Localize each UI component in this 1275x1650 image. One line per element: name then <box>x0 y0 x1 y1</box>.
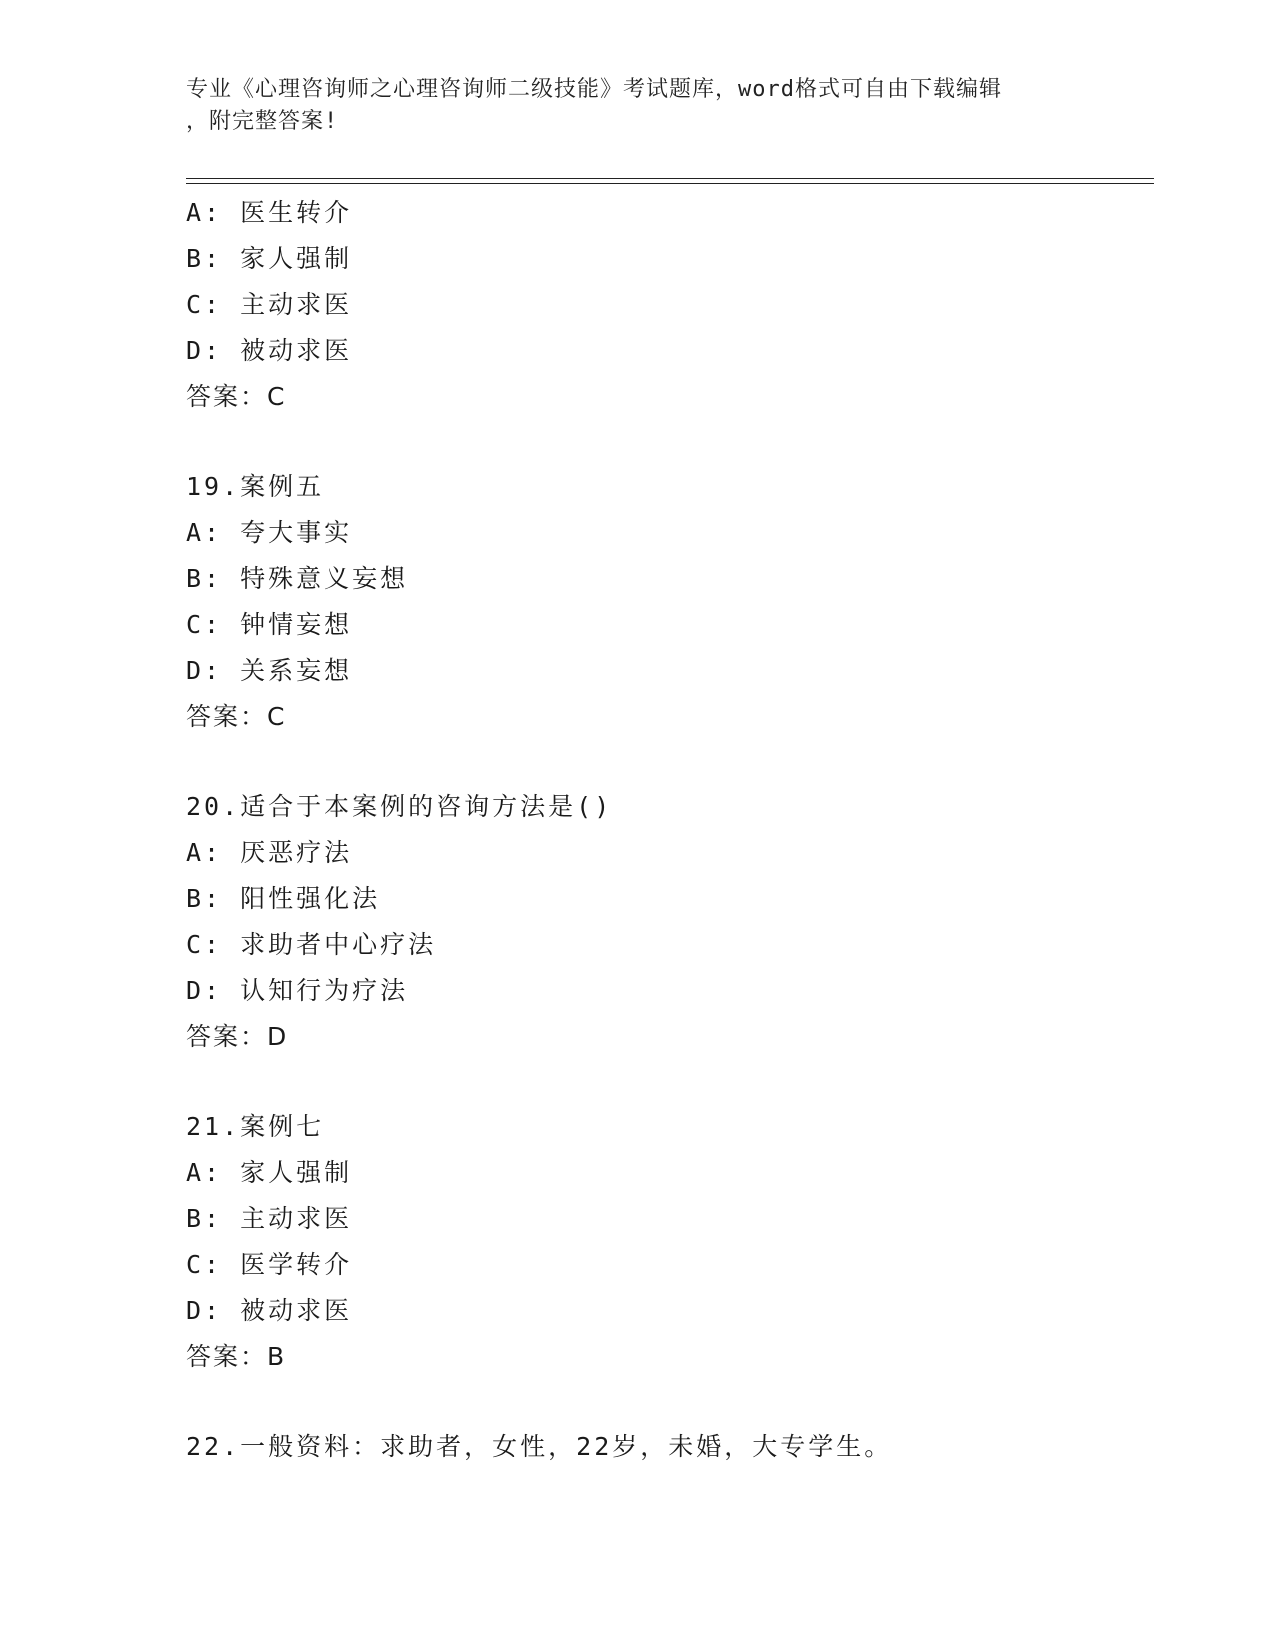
option-b: B: 家人强制 <box>186 244 353 273</box>
option-d: D: 被动求医 <box>186 336 353 365</box>
option-d: D: 关系妄想 <box>186 656 353 685</box>
question-block <box>186 784 1146 1060</box>
option-c: C: 求助者中心疗法 <box>186 930 437 959</box>
option-c: C: 主动求医 <box>186 290 353 319</box>
question-title: 19.案例五 <box>186 472 325 501</box>
header-divider-bottom <box>186 183 1154 184</box>
option-b: B: 主动求医 <box>186 1204 353 1233</box>
option-c: C: 钟情妄想 <box>186 610 353 639</box>
option-a: A: 夸大事实 <box>186 518 353 547</box>
question-block <box>186 1424 1146 1470</box>
option-d: D: 被动求医 <box>186 1296 353 1325</box>
option-c: C: 医学转介 <box>186 1250 353 1279</box>
answer: 答案：C <box>186 702 287 731</box>
document-header <box>186 74 1086 138</box>
option-d: D: 认知行为疗法 <box>186 976 409 1005</box>
question-title: 22.一般资料：求助者，女性，22岁，未婚，大专学生。 <box>186 1432 893 1461</box>
answer: 答案：B <box>186 1342 287 1371</box>
question-title: 21.案例七 <box>186 1112 325 1141</box>
option-b: B: 阳性强化法 <box>186 884 381 913</box>
answer: 答案：C <box>186 382 287 411</box>
question-block <box>186 190 1146 420</box>
header-line-1: 专业《心理咨询师之心理咨询师二级技能》考试题库，word格式可自由下载编辑 <box>186 77 1002 102</box>
question-title: 20.适合于本案例的咨询方法是() <box>186 792 613 821</box>
header-line-2: ，附完整答案! <box>186 109 339 134</box>
question-block <box>186 1104 1146 1380</box>
question-list <box>186 190 1146 1470</box>
question-block <box>186 464 1146 740</box>
option-a: A: 医生转介 <box>186 198 353 227</box>
answer: 答案：D <box>186 1022 289 1051</box>
option-b: B: 特殊意义妄想 <box>186 564 409 593</box>
header-divider-top <box>186 178 1154 179</box>
option-a: A: 家人强制 <box>186 1158 353 1187</box>
option-a: A: 厌恶疗法 <box>186 838 353 867</box>
